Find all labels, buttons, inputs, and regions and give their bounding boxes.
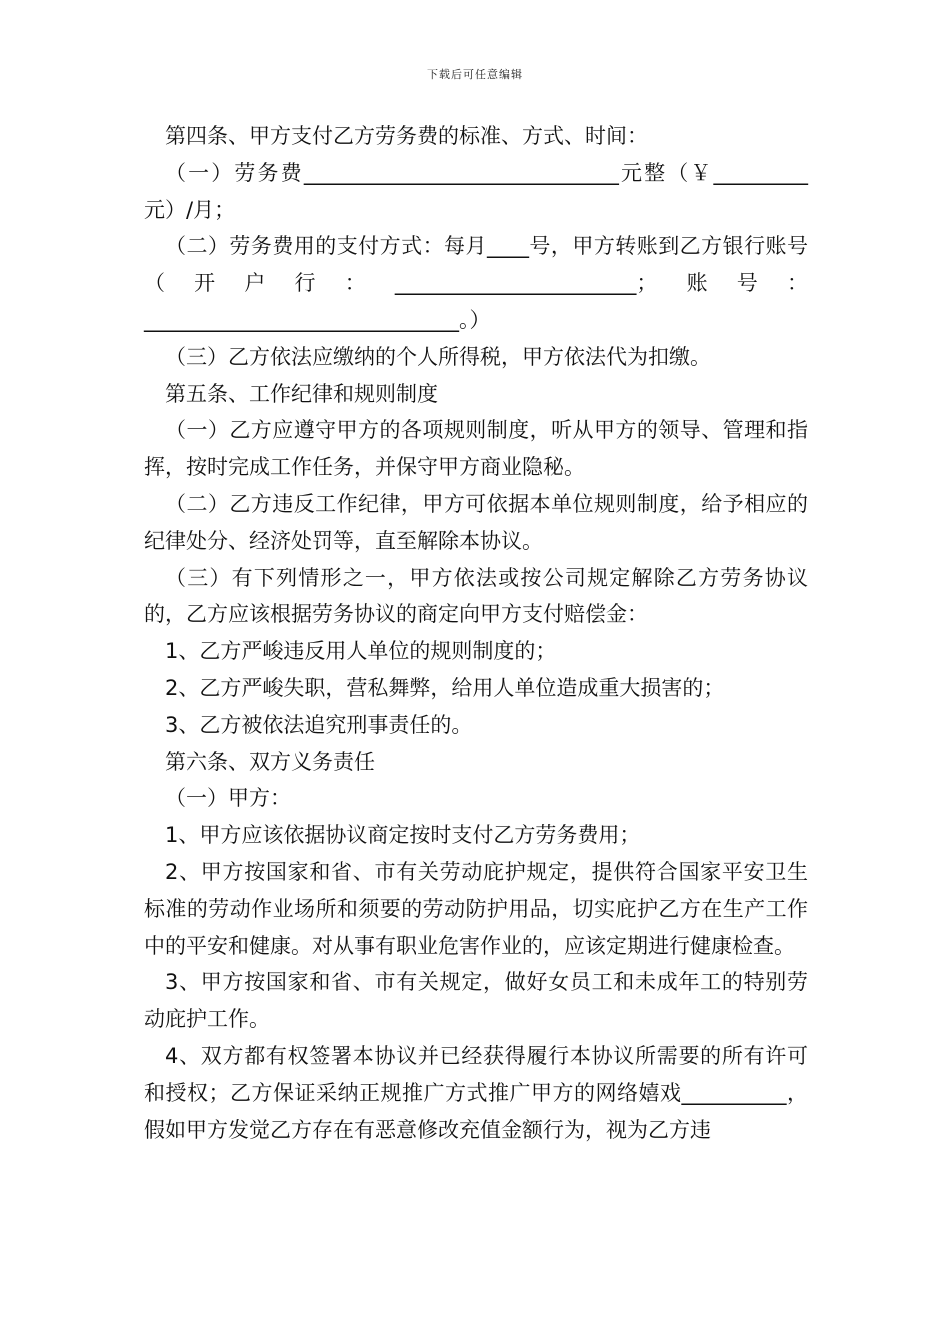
article-5-heading: 第五条、工作纪律和规则制度	[165, 381, 438, 406]
article-4-clause-3: （三）乙方依法应缴纳的个人所得税，甲方依法代为扣缴。	[165, 344, 711, 369]
article-6-heading: 第六条、双方义务责任	[165, 749, 375, 774]
article-5-item-3: 3、乙方被依法追究刑事责任的。	[165, 712, 473, 737]
article-5-clause-3: （三）有下列情形之一，甲方依法或按公司规定解除乙方劳务协议的，乙方应该根据劳务协议的商定向甲方支付赔偿金：	[144, 565, 808, 627]
article-4-clause-2: （二）劳务费用的支付方式：每月____号，甲方转账到乙方银行账号（开户行：_______________________；账号：______________________________。）	[144, 234, 808, 332]
article-6-item-1: 1、甲方应该依据协议商定按时支付乙方劳务费用；	[165, 823, 641, 848]
article-5-clause-1: （一）乙方应遵守甲方的各项规则制度，听从甲方的领导、管理和指挥，按时完成工作任务，并保守甲方商业隐秘。	[144, 418, 808, 480]
article-6-party-a: （一）甲方：	[165, 786, 291, 811]
document-body	[144, 118, 808, 1148]
article-4-clause-1: （一）劳务费______________________________元整（￥_________元）/月；	[144, 160, 808, 222]
article-5-item-2: 2、乙方严峻失职，营私舞弊，给用人单位造成重大损害的；	[165, 675, 725, 700]
article-5-item-1: 1、乙方严峻违反用人单位的规则制度的；	[165, 639, 557, 664]
article-6-item-4: 4、双方都有权签署本协议并已经获得履行本协议所需要的所有许可和授权；乙方保证采纳正规推广方式推广甲方的网络嬉戏__________，假如甲方发觉乙方存在有恶意修改充值金额行为，视为乙方违	[144, 1043, 808, 1142]
article-6-item-2: 2、甲方按国家和省、市有关劳动庇护规定，提供符合国家平安卫生标准的劳动作业场所和须要的劳动防护用品，切实庇护乙方在生产工作中的平安和健康。对从事有职业危害作业的，应该定期进行健康检查。	[144, 859, 808, 958]
page-header: 下载后可任意编辑	[427, 68, 523, 81]
article-4-heading: 第四条、甲方支付乙方劳务费的标准、方式、时间：	[165, 124, 648, 148]
article-5-clause-2: （二）乙方违反工作纪律，甲方可依据本单位规则制度，给予相应的纪律处分、经济处罚等，直至解除本协议。	[144, 491, 808, 553]
article-6-item-3: 3、甲方按国家和省、市有关规定，做好女员工和未成年工的特别劳动庇护工作。	[144, 970, 808, 1032]
